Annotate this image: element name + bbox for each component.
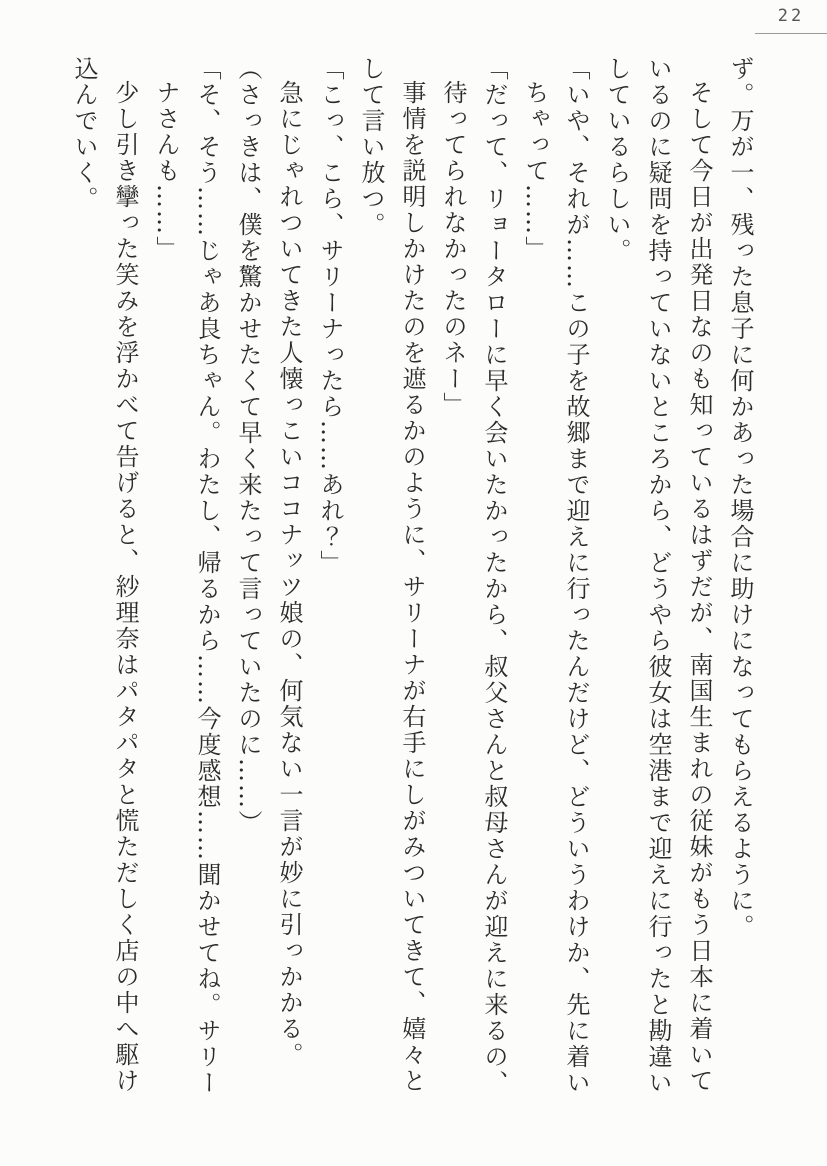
text-column-17: 込んでいく。 [70, 56, 98, 212]
page-number: 22 [777, 6, 805, 26]
text-column-5: 「いや、それが……この子を故郷まで迎えに行ったんだけど、どういうわけか、先に着い [562, 56, 590, 1096]
text-column-15: ナさんも……」 [152, 80, 180, 262]
text-column-1: ず。万が一、残った息子に何かあった場合に助けになってもらえるように。 [726, 56, 754, 940]
text-column-6: ちゃって……」 [521, 80, 549, 262]
text-column-7: 「だって、リョータローに早く会いたかったから、叔父さんと叔母さんが迎えに来るの、 [480, 56, 508, 1096]
text-column-12: 急にじゃれついてきた人懐っこいココナッツ娘の、何気ない一言が妙に引っかかる。 [275, 80, 303, 1068]
text-column-13: （さっきは、僕を驚かせたくて早く来たって言っていたのに……） [234, 56, 262, 836]
text-column-11: 「こっ、こら、サリーナったら……あれ？」 [316, 56, 344, 576]
text-column-8: 待ってられなかったのネー」 [439, 80, 467, 418]
text-column-2: そして今日が出発日なのも知っているはずだが、南国生まれの従妹がもう日本に着いて [685, 80, 713, 1094]
text-column-4: しているらしい。 [603, 56, 631, 264]
text-column-9: 事情を説明しかけたのを遮るかのように、サリーナが右手にしがみついてきて、嬉々と [398, 80, 426, 1094]
text-column-16: 少し引き攣った笑みを浮かべて告げると、紗理奈はパタパタと慌ただしく店の中へ駆け [111, 80, 139, 1094]
text-column-3: いるのに疑問を持っていないところから、どうやら彼女は空港まで迎えに行ったと勘違い [644, 56, 672, 1096]
text-column-14: 「そ、そう……じゃあ良ちゃん。わたし、帰るから……今度感想……聞かせてね。サリー [193, 56, 221, 1096]
vertical-text-area [63, 56, 760, 1108]
text-column-10: して言い放つ。 [357, 56, 385, 238]
page-number-block [755, 6, 827, 34]
